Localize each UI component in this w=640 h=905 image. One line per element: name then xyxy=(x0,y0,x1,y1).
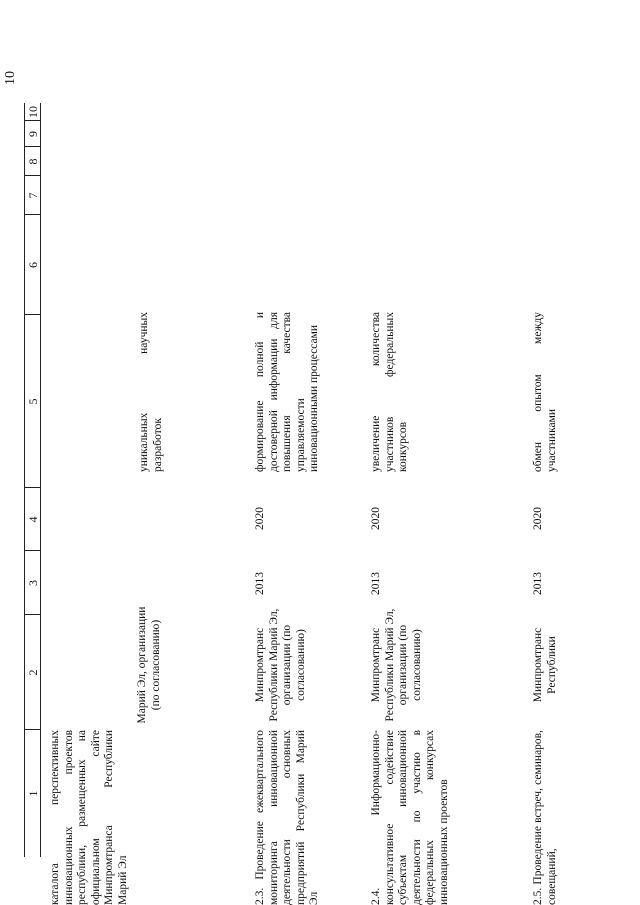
header-col-8: 8 xyxy=(26,158,40,165)
row-1-col-1: каталога перспективных инновационных проектов республики, размещенных на официальном сайте Минпромтранса Республики Марий Эл xyxy=(49,730,129,905)
row-2-4-col-5: увеличение количества участников федеральных конкурсов xyxy=(370,312,410,472)
row-2-5-col-4: 2020 xyxy=(532,507,544,530)
page-number: 10 xyxy=(3,71,18,85)
header-col-4: 4 xyxy=(26,516,40,523)
header-col-7: 7 xyxy=(26,192,40,199)
header-col-5: 5 xyxy=(26,398,40,405)
row-2-5-col-5: обмен опытом между участниками xyxy=(532,312,558,472)
header-col-2: 2 xyxy=(26,669,40,676)
row-2-5-col-2: Минпромтранс Республики xyxy=(532,627,558,703)
header-col-9: 9 xyxy=(26,131,40,137)
row-2-3-col-2: Минпромтранс Республики Марий Эл, организации (по согласованию) xyxy=(254,608,307,722)
row-2-4-col-2: Минпромтранс Республики Марий Эл, организации (по согласованию) xyxy=(370,608,423,722)
row-2-4-col-1: 2.4. Информационно-консультативное содействие субъектам инновационной деятельности по участию в федеральных конкурсах инновационных проектов xyxy=(370,730,450,905)
row-2-3-col-1: 2.3. Проведение ежеквартального мониторинга инновационной деятельности основных предприятий Республики Марий Эл xyxy=(254,730,321,905)
table-top-border xyxy=(24,103,25,857)
row-2-4-col-3: 2013 xyxy=(370,572,382,595)
row-2-3-col-4: 2020 xyxy=(254,507,266,530)
header-col-6: 6 xyxy=(26,262,40,268)
row-1-col-5: уникальных научных разработок xyxy=(138,312,164,472)
row-1-col-2: Марий Эл, организации (по согласованию) xyxy=(136,606,162,724)
row-2-4-col-4: 2020 xyxy=(370,507,382,530)
header-col-3: 3 xyxy=(26,580,40,586)
row-2-3-col-5: формирование полной и достоверной информации для повышения качества управляемости инновационными процессами xyxy=(254,312,321,472)
row-2-5-col-3: 2013 xyxy=(532,572,544,595)
header-col-1: 1 xyxy=(26,790,40,797)
header-col-10: 10 xyxy=(26,106,40,118)
row-2-5-col-1: 2.5. Проведение встреч, семинаров, совещаний, xyxy=(532,730,558,905)
row-2-3-col-3: 2013 xyxy=(254,572,266,595)
